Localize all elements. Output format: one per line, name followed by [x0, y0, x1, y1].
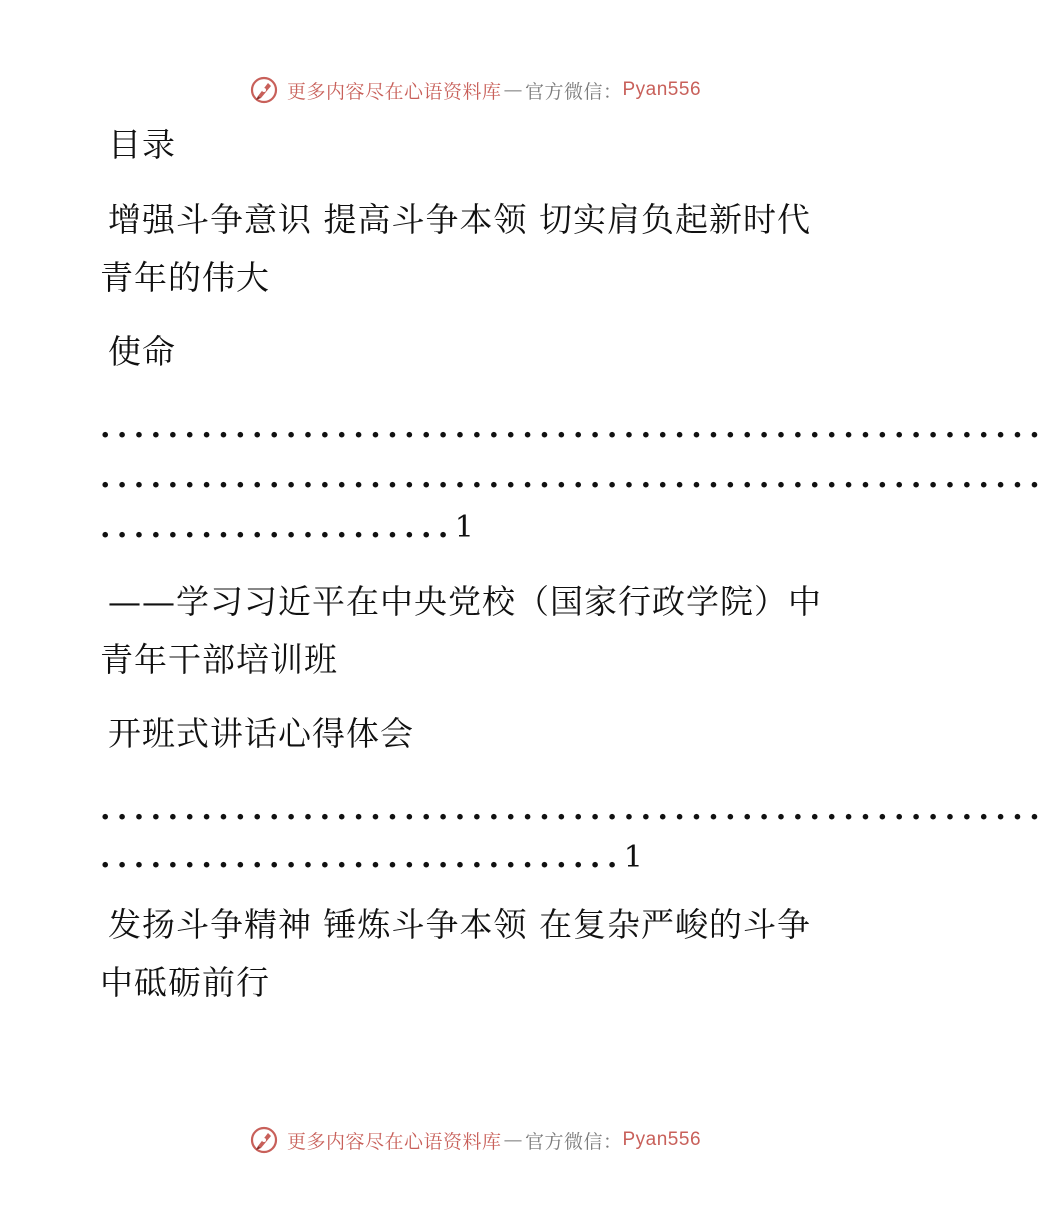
toc-entry-1-leader-3 [100, 508, 474, 548]
watermark-main-text: 更多内容尽在心语资料库 [286, 80, 502, 103]
toc-entry-2-leader-1: ........................................................ [100, 792, 1046, 827]
toc-entry-3-title-line-2: 中砥砺前行 [100, 963, 270, 1002]
toc-entry-1-leader-2: ........................................................ [100, 460, 1046, 495]
watermark-wechat-id: Pyan556 [622, 79, 702, 100]
watermark-main-text: 更多内容尽在心语资料库 [286, 1130, 502, 1153]
toc-entry-2-title-line-1: ——学习习近平在中央党校（国家行政学院）中 [108, 582, 822, 621]
watermark-wechat-label: 官方微信： [524, 80, 623, 103]
watermark-wechat-id: Pyan556 [622, 1129, 702, 1150]
toc-entry-1-title-line-2: 青年的伟大 [100, 258, 270, 297]
pen-in-circle-icon [249, 1125, 279, 1155]
toc-entry-1-title-line-1: 增强斗争意识 提高斗争本领 切实肩负起新时代 [108, 200, 811, 239]
toc-entry-2-leader-2 [100, 838, 643, 878]
pen-in-circle-icon [249, 75, 279, 105]
toc-entry-2-title-line-3: 开班式讲话心得体会 [108, 714, 414, 753]
toc-entry-1-leader-3-dots: ..................... [100, 510, 455, 545]
watermark-dash: — [503, 1129, 523, 1151]
watermark-wechat-label: 官方微信： [524, 1130, 623, 1153]
toc-entry-1-leader-1: ........................................................ [100, 410, 1046, 445]
toc-entry-2-page-number: 1 [623, 840, 643, 875]
toc-entry-1-title-line-3: 使命 [108, 332, 176, 371]
toc-heading: 目录 [108, 125, 176, 164]
header-watermark [0, 70, 950, 110]
watermark-dash: — [503, 79, 523, 101]
footer-watermark [0, 1120, 950, 1160]
toc-entry-2-leader-2-dots: ............................... [100, 840, 624, 875]
toc-entry-2-title-line-2: 青年干部培训班 [100, 640, 338, 679]
toc-entry-3-title-line-1: 发扬斗争精神 锤炼斗争本领 在复杂严峻的斗争 [108, 905, 811, 944]
toc-entry-1-page-number: 1 [454, 510, 474, 545]
